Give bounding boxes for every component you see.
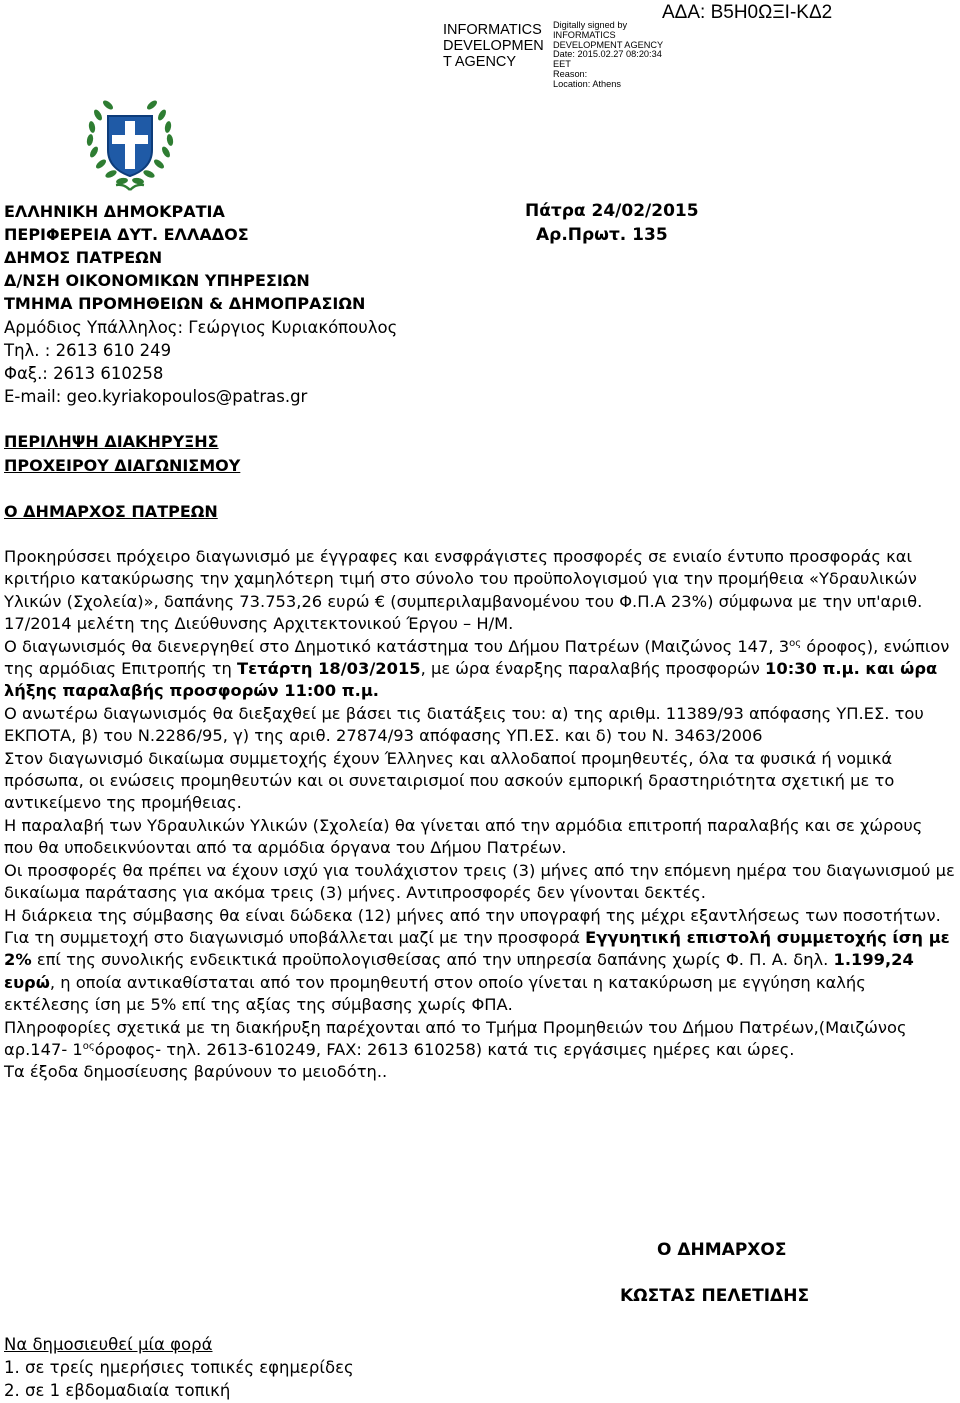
tender-date: Τετάρτη 18/03/2015 xyxy=(237,659,421,679)
paragraph-guarantee xyxy=(4,927,956,1017)
text-run: επί της συνολικής ενδεικτικά προϋπολογισθείσας από την υπηρεσία δαπάνης χωρίς Φ. Π. Α. δηλ. xyxy=(31,950,834,970)
summary-subtitle: ΠΡΟΧΕΙΡΟΥ ΔΙΑΓΩΝΙΣΜΟΥ xyxy=(4,456,241,475)
ordinal-suffix: ος xyxy=(82,1040,95,1052)
paragraph-procedure xyxy=(4,636,956,703)
text-run: , με ώρα έναρξης παραλαβής προσφορών xyxy=(420,659,766,679)
publication-item: 2. σε 1 εβδομαδιαία τοπική xyxy=(4,1381,231,1400)
protocol-number: Αρ.Πρωτ. 135 xyxy=(536,225,668,245)
paragraph-intro: Προκηρύσσει πρόχειρο διαγωνισμό με έγγραφες και ενσφράγιστες προσφορές σε ενιαίο έντυπο προσφοράς και κριτήριο κατακύρωσης την χαμηλότερη τιμή στο σύνολο του προϋπολογισμού για την προμήθεια «Υδραυλικών Υλικών (Σχολεία)», δαπάνης 73.753,26 ευρώ € (συμπεριλαμβανομένου του Φ.Π.Α 23%) σύμφωνα με την υπ'αριθ. 17/2014 μελέτη της Διεύθυνσης Αρχιτεκτονικού Έργου – Η/Μ. xyxy=(4,547,923,634)
paragraph-costs: Τα έξοδα δημοσίευσης βαρύνουν το μειοδότη.. xyxy=(4,1062,388,1082)
signature-name-line: INFORMATICS xyxy=(443,22,542,38)
org-line: Δ/ΝΣΗ ΟΙΚΟΝΟΜΙΚΩΝ ΥΠΗΡΕΣΙΩΝ xyxy=(4,271,310,290)
signature-detail-line: Reason: xyxy=(553,68,588,79)
guarantee-amount: 1.199,24 ευρώ xyxy=(4,950,914,992)
paragraph-eligibility: Στον διαγωνισμό δικαίωμα συμμετοχής έχουν Έλληνες και αλλοδαποί προμηθευτές, όλα τα φυσικά ή νομικά πρόσωπα, οι ενώσεις προμηθευτών και οι συνεταιρισμοί που ασκούν εμπορική δραστηριότητα σχετική με το αντικείμενο της προμήθειας. xyxy=(4,748,895,813)
text-run: Για τη συμμετοχή στο διαγωνισμό υποβάλλεται μαζί με την προσφορά xyxy=(4,927,586,947)
text-run: όροφος), ενώπιον της αρμόδιας Επιτροπής τη xyxy=(4,636,950,679)
signature-name-line: DEVELOPMEN xyxy=(443,38,544,54)
greek-coat-of-arms-icon xyxy=(78,92,182,196)
paragraph-legal-basis: Ο ανωτέρω διαγωνισμός θα διεξαχθεί με βάσει τις διατάξεις του: α) της αριθμ. 11389/93 απόφασης ΥΠ.ΕΣ. του ΕΚΠΟΤΑ, β) του Ν.2286/95, γ) της αριθ. 27874/93 απόφασης ΥΠ.ΕΣ. και δ) του Ν. 3463/2006 xyxy=(4,703,924,746)
signoff-name: ΚΩΣΤΑΣ ΠΕΛΕΤΙΔΗΣ xyxy=(620,1286,810,1306)
signoff-title: Ο ΔΗΜΑΡΧΟΣ xyxy=(657,1240,787,1260)
ordinal-suffix: ος xyxy=(789,637,802,649)
org-line: ΠΕΡΙΦΕΡΕΙΑ ΔΥΤ. ΕΛΛΑΔΟΣ xyxy=(4,225,249,244)
org-line: ΤΜΗΜΑ ΠΡΟΜΗΘΕΙΩΝ & ΔΗΜΟΠΡΑΣΙΩΝ xyxy=(4,294,366,313)
text-run: , η οποία αντικαθίσταται από τον προμηθευτή στον οποίο γίνεται η κατακύρωση με εγγύηση καλής εκτέλεσης ίση με 5% επί της αξίας της σύμβασης χωρίς ΦΠΑ. xyxy=(4,972,866,1015)
signature-detail-line: Date: 2015.02.27 08:20:34 xyxy=(553,49,662,60)
contact-line: Τηλ. : 2613 610 249 xyxy=(4,341,172,360)
text-run: Πληροφορίες σχετικά με τη διακήρυξη παρέχονται από το Τμήμα Προμηθειών του Δήμου Πατρέων,(Μαιζώνος αρ.147- 1 xyxy=(4,1017,907,1059)
publication-item: 1. σε τρείς ημερήσιες τοπικές εφημερίδες xyxy=(4,1358,354,1377)
summary-title: ΠΕΡΙΛΗΨΗ ΔΙΑΚΗΡΥΞΗΣ xyxy=(4,432,219,451)
signature-name-line: T AGENCY xyxy=(443,54,517,70)
contact-line: Αρμόδιος Υπάλληλος: Γεώργιος Κυριακόπουλος xyxy=(4,318,398,337)
document-date: Πάτρα 24/02/2015 xyxy=(525,201,699,221)
org-line: ΔΗΜΟΣ ΠΑΤΡΕΩΝ xyxy=(4,248,163,267)
contact-line: Φαξ.: 2613 610258 xyxy=(4,364,164,383)
mayor-heading: Ο ΔΗΜΑΡΧΟΣ ΠΑΤΡΕΩΝ xyxy=(4,502,218,521)
text-run: Ο διαγωνισμός θα διενεργηθεί στο Δημοτικό κατάστημα του Δήμου Πατρέων (Μαιζώνος 147, 3 xyxy=(4,636,790,656)
announcement-body xyxy=(4,546,956,1084)
signature-detail-line: Location: Athens xyxy=(553,78,621,89)
signature-name xyxy=(443,22,544,70)
paragraph-information xyxy=(4,1017,956,1062)
signature-detail-line: DEVELOPMENT AGENCY xyxy=(553,39,664,50)
paragraph-duration: Η διάρκεια της σύμβασης θα είναι δώδεκα (12) μήνες από την υπογραφή της μέχρι εξαντλήσεως των ποσοτήτων. xyxy=(4,905,941,925)
paragraph-validity: Οι προσφορές θα πρέπει να έχουν ισχύ για τουλάχιστον τρεις (3) μήνες από την επόμενη ημέρα του διαγωνισμού με δικαίωμα παράτασης για ακόμα τρεις (3) μήνες. Αντιπροσφορές δεν γίνονται δεκτές. xyxy=(4,860,955,903)
signature-detail-line: EET xyxy=(553,59,571,70)
publication-heading: Να δημοσιευθεί μία φορά xyxy=(4,1335,213,1354)
ada-code: ΑΔΑ: Β5Η0ΩΞΙ-ΚΔ2 xyxy=(662,2,833,23)
tender-times: 10:30 π.μ. και ώρα λήξης παραλαβής προσφορών 11:00 π.μ. xyxy=(4,659,938,701)
text-run: όροφος- τηλ. 2613-610249, FAX: 2613 610258) κατά τις εργάσιμες ημέρες και ώρες. xyxy=(94,1039,795,1059)
signature-detail-line: INFORMATICS xyxy=(553,29,616,40)
guarantee-letter: Εγγυητική επιστολή συμμετοχής ίση με 2% xyxy=(4,927,950,970)
org-line: ΕΛΛΗΝΙΚΗ ΔΗΜΟΚΡΑΤΙΑ xyxy=(4,202,225,221)
signature-detail-line: Digitally signed by xyxy=(553,20,628,30)
signature-details xyxy=(553,21,663,90)
email-line: E-mail: geo.kyriakopoulos@patras.gr xyxy=(4,387,308,406)
paragraph-receipt: Η παραλαβή των Υδραυλικών Υλικών (Σχολεία) θα γίνεται από την αρμόδια επιτροπή παραλαβής και σε χώρους που θα υποδεικνύονται από τα αρμόδια όργανα του Δήμου Πατρέων. xyxy=(4,815,923,858)
